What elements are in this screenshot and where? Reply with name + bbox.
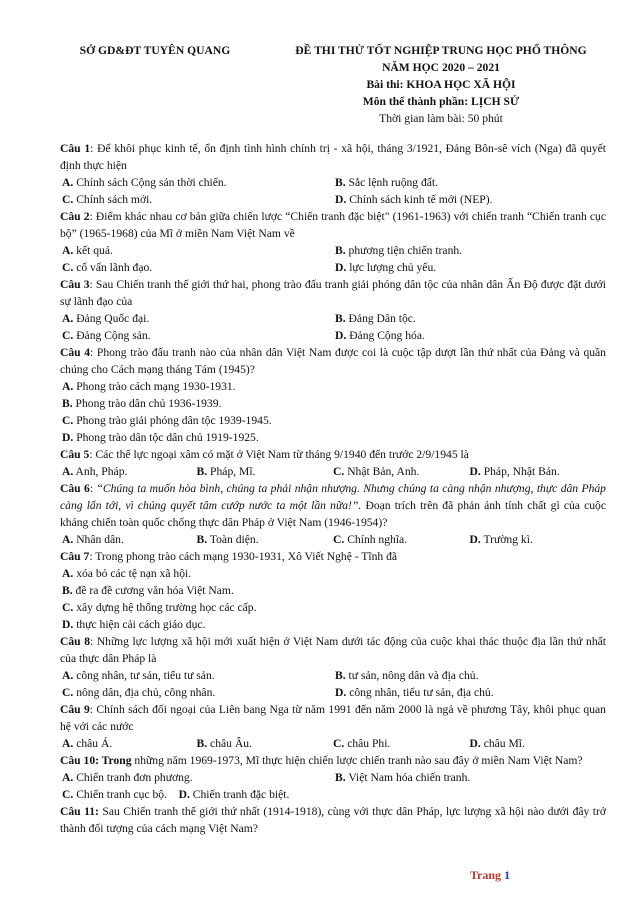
question-text: Sau Chiến tranh thế giới thứ nhất (1914-1918), cùng với thực dân Pháp, lực lượng xã hội nào dưới đây trở thành đối tượng của cách mạng Việt Nam?	[60, 805, 606, 835]
question-text: Phong trào đấu tranh nào của nhân dân Việt Nam được coi là cuộc tập dượt lần thứ nhất của Đảng và quần chúng cho Cách mạng tháng Tám (1945)?	[60, 346, 606, 376]
question-text: Đoạn trích trên đã phản ánh tính chất gì của cuộc kháng chiến toàn quốc chống thực dân Pháp ở Việt Nam (1946-1954)?	[60, 499, 606, 529]
question-number: Câu 1	[60, 142, 91, 155]
question-6: Câu 6: “Chúng ta muốn hòa bình, chúng ta phải nhận nhượng. Nhưng chúng ta càng nhận nhượng, thực dân Pháp càng lấn tới, vì chúng quyết tâm cướp nước ta một lần nữa!”. Đoạn trích trên đã phản ánh tính chất gì của cuộc kháng chiến toàn quốc chống thực dân Pháp ở Việt Nam (1946-1954)?	[60, 482, 606, 529]
option-c[interactable]: C. Đảng Cộng sản.	[62, 329, 151, 342]
question-list	[60, 140, 606, 837]
option-d[interactable]: D. Chiến tranh đặc biệt.	[178, 788, 290, 801]
question-text: Những lực lượng xã hội mới xuất hiện ở Việt Nam dưới tác động của cuộc khai thác thuộc địa lần thứ nhất của thực dân Pháp là	[60, 635, 606, 665]
option-c[interactable]: C. Chính nghĩa.	[333, 533, 408, 546]
question-number: Câu 4	[60, 346, 91, 359]
option-d[interactable]: D. Pháp, Nhật Bản.	[469, 465, 560, 478]
question-7: Câu 7: Trong phong trào cách mạng 1930-1931, Xô Viết Nghệ - Tĩnh đã	[60, 550, 398, 563]
time-limit: Thời gian làm bài: 50 phút	[379, 112, 503, 125]
option-a[interactable]: A. châu Á.	[62, 737, 113, 750]
option-c[interactable]: C. nông dân, địa chủ, công nhân.	[62, 686, 216, 699]
question-3: Câu 3: Sau Chiến tranh thế giới thứ hai, phong trào đấu tranh giải phóng dân tộc của nhân dân Ấn Độ được đặt dưới sự lãnh đạo của	[60, 278, 606, 308]
option-a[interactable]: A. Phong trào cách mạng 1930-1931.	[62, 380, 236, 393]
exam-title: ĐỀ THI THỬ TỐT NGHIỆP TRUNG HỌC PHỔ THÔNG	[295, 44, 587, 57]
options-4	[60, 378, 606, 446]
option-b[interactable]: B. tư sản, nông dân và địa chủ.	[335, 669, 479, 682]
question-10	[60, 752, 606, 769]
question-text: Sau Chiến tranh thế giới thứ hai, phong trào đấu tranh giải phóng dân tộc của nhân dân Ấn Độ được đặt dưới sự lãnh đạo của	[60, 278, 606, 308]
options-10-row2	[60, 786, 606, 803]
option-b[interactable]: B. Sắc lệnh ruộng đất.	[335, 176, 439, 189]
option-a[interactable]: A. công nhân, tư sản, tiểu tư sản.	[62, 669, 215, 682]
options-2	[60, 242, 606, 276]
option-d[interactable]: D. lực lượng chủ yếu.	[335, 261, 437, 274]
question-number: Câu 6	[60, 482, 90, 495]
subject-name: Môn thể thành phần: LỊCH SỬ	[362, 95, 520, 108]
option-d[interactable]: D. Chính sách kinh tế mới (NEP).	[335, 193, 493, 206]
question-number: Câu 2	[60, 210, 90, 223]
question-text: Chính sách đối ngoại của Liên bang Nga từ năm 1991 đến năm 2000 là ngả về phương Tây, khôi phục quan hệ với các nước	[60, 703, 606, 733]
question-number: Câu 11:	[60, 805, 99, 818]
question-number: Câu 7	[60, 550, 90, 563]
question-text: Để khôi phục kinh tế, ổn định tình hình chính trị - xã hội, tháng 3/1921, Đảng Bôn-sê vích (Nga) đã quyết định thực hiện	[60, 142, 607, 172]
option-d[interactable]: D. Trường kì.	[469, 533, 533, 546]
options-7	[60, 565, 606, 633]
question-11	[60, 803, 606, 837]
option-a[interactable]: A. xóa bỏ các tệ nạn xã hội.	[62, 567, 192, 580]
option-a[interactable]: A. Chiến tranh đơn phương.	[62, 771, 193, 784]
question-text: những năm 1969-1973, Mĩ thực hiện chiến lược chiến tranh nào sau đây ở miền Nam Việt Nam?	[134, 754, 583, 767]
option-b[interactable]: B. châu Âu.	[196, 737, 252, 750]
option-c[interactable]: C. xây dựng hệ thống trường học các cấp.	[62, 601, 257, 614]
question-text: Các thế lực ngoại xâm có mặt ở Việt Nam từ tháng 9/1940 đến trước 2/9/1945 là	[95, 448, 469, 461]
option-b[interactable]: B. Đảng Dân tộc.	[335, 312, 416, 325]
question-8: Câu 8: Những lực lượng xã hội mới xuất hiện ở Việt Nam dưới tác động của cuộc khai thác thuộc địa lần thứ nhất của thực dân Pháp là	[60, 635, 606, 665]
exam-header	[268, 42, 614, 127]
question-4: Câu 4: Phong trào đấu tranh nào của nhân dân Việt Nam được coi là cuộc tập dượt lần thứ nhất của Đảng và quần chúng cho Cách mạng tháng Tám (1945)?	[60, 346, 606, 376]
school-year: NĂM HỌC 2020 – 2021	[382, 61, 500, 74]
options-9	[60, 735, 606, 752]
school-name: SỞ GD&ĐT TUYÊN QUANG	[79, 44, 231, 57]
question-number: Câu 9	[60, 703, 90, 716]
option-d[interactable]: D. thực hiện cải cách giáo dục.	[62, 618, 206, 631]
exam-name: Bài thi: KHOA HỌC XÃ HỘI	[366, 78, 516, 91]
question-number: Câu 5	[60, 448, 90, 461]
option-c[interactable]: C. châu Phi.	[333, 737, 391, 750]
question-number: Câu 10: Trong	[60, 754, 132, 767]
option-d[interactable]: D. Phong trào dân tộc dân chủ 1919-1925.	[62, 431, 259, 444]
option-c[interactable]: C. Phong trào giải phóng dân tộc 1939-1945.	[62, 414, 272, 427]
options-5	[60, 463, 606, 480]
option-a[interactable]: A. Đảng Quốc đại.	[62, 312, 150, 325]
option-b[interactable]: B. phương tiện chiến tranh.	[335, 244, 463, 257]
option-d[interactable]: D. Đảng Cộng hóa.	[335, 329, 425, 342]
option-b[interactable]: B. Phong trào dân chủ 1936-1939.	[62, 397, 222, 410]
question-5: Câu 5: Các thế lực ngoại xâm có mặt ở Việt Nam từ tháng 9/1940 đến trước 2/9/1945 là	[60, 448, 469, 461]
quote-text: “Chúng ta muốn hòa bình, chúng ta phải nhận nhượng. Nhưng chúng ta càng nhận nhượng, thực dân Pháp càng lấn tới, vì chúng quyết tâm cướp nước ta một lần nữa!”.	[60, 482, 606, 512]
option-b[interactable]: B. Toàn diện.	[196, 533, 259, 546]
options-1	[60, 174, 606, 208]
option-d[interactable]: D. công nhân, tiểu tư sản, địa chủ.	[335, 686, 494, 699]
option-b[interactable]: B. Pháp, Mĩ.	[196, 465, 256, 478]
page-number: Trang 1	[469, 868, 511, 882]
option-a[interactable]: A. kết quả.	[62, 244, 113, 257]
options-3	[60, 310, 606, 344]
option-c[interactable]: C. Chính sách mới.	[62, 193, 153, 206]
option-c[interactable]: C. cố vấn lãnh đạo.	[62, 261, 153, 274]
question-2: Câu 2: Điểm khác nhau cơ bản giữa chiến lược “Chiến tranh đặc biệt" (1961-1963) với chiến tranh “Chiến tranh cục bộ” (1965-1968) của Mĩ ở miền Nam Việt Nam về	[60, 210, 606, 240]
option-a[interactable]: A. Nhân dân.	[62, 533, 124, 546]
option-b[interactable]: B. đề ra đề cương văn hóa Việt Nam.	[62, 584, 234, 597]
options-10	[60, 769, 606, 786]
option-d[interactable]: D. châu Mĩ.	[469, 737, 525, 750]
option-b[interactable]: B. Việt Nam hóa chiến tranh.	[335, 771, 471, 784]
options-8	[60, 667, 606, 701]
option-a[interactable]: A. Chính sách Cộng sản thời chiến.	[62, 176, 227, 189]
question-number: Câu 3	[60, 278, 90, 291]
option-c[interactable]: C. Chiến tranh cục bộ.	[62, 788, 167, 801]
option-c[interactable]: C. Nhật Bản, Anh.	[333, 465, 420, 478]
question-1: Câu 1: Để khôi phục kinh tế, ổn định tình hình chính trị - xã hội, tháng 3/1921, Đảng Bôn-sê vích (Nga) đã quyết định thực hiện	[60, 142, 607, 172]
question-text: Trong phong trào cách mạng 1930-1931, Xô Viết Nghệ - Tĩnh đã	[95, 550, 398, 563]
question-text: Điểm khác nhau cơ bản giữa chiến lược “Chiến tranh đặc biệt" (1961-1963) với chiến tranh “Chiến tranh cục bộ” (1965-1968) của Mĩ ở miền Nam Việt Nam về	[60, 210, 606, 240]
question-number: Câu 8	[60, 635, 90, 648]
option-a[interactable]: A. Anh, Pháp.	[62, 465, 128, 478]
question-9: Câu 9: Chính sách đối ngoại của Liên bang Nga từ năm 1991 đến năm 2000 là ngả về phương Tây, khôi phục quan hệ với các nước	[60, 703, 606, 733]
options-6	[60, 531, 606, 548]
